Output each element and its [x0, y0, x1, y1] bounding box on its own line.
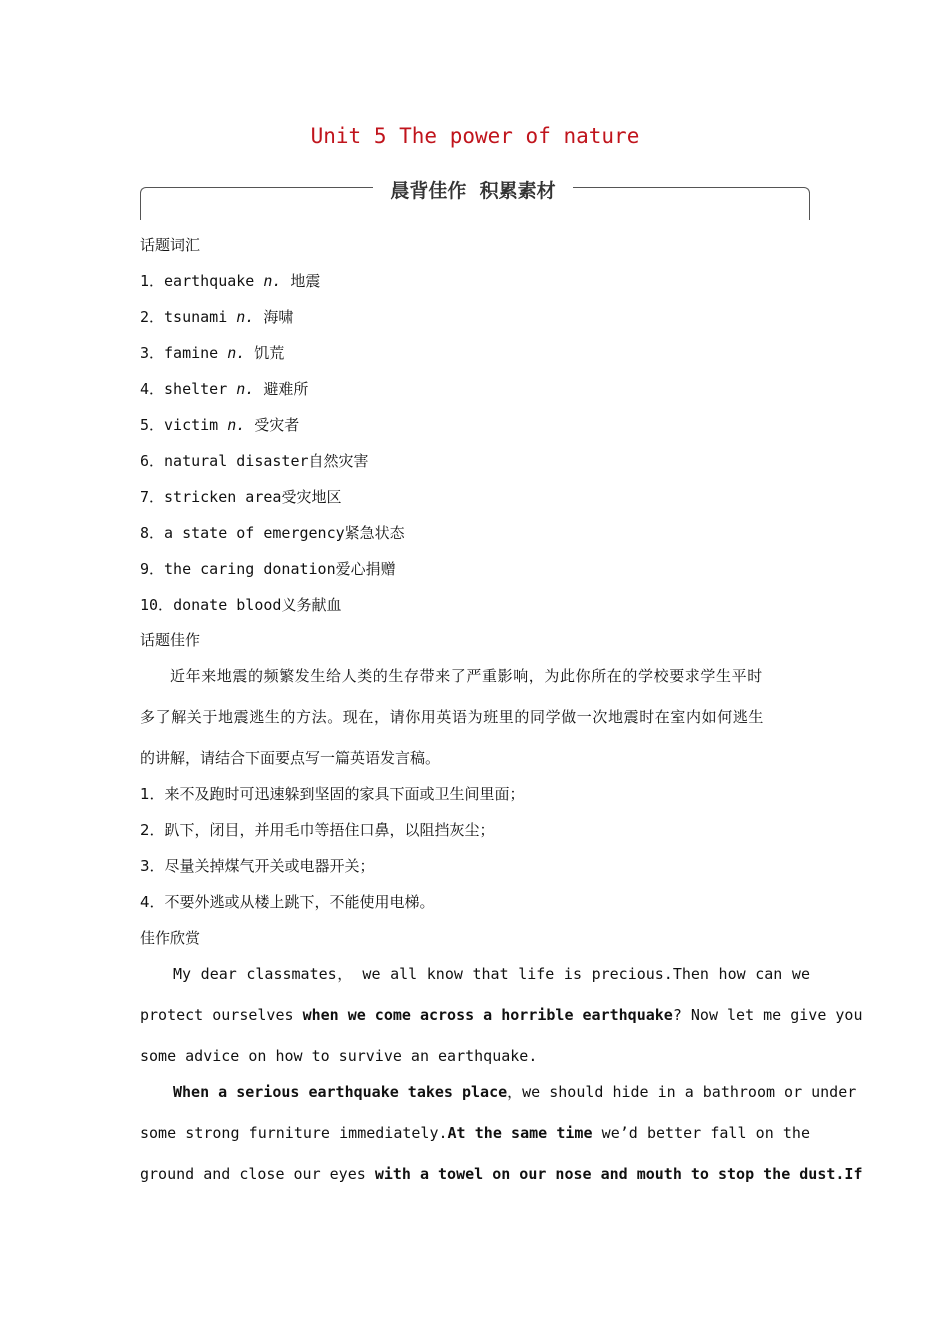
essay-text: protect ourselves: [140, 1006, 303, 1024]
vocab-heading: 话题词汇: [140, 236, 201, 254]
vocab-pos: n.: [263, 272, 282, 290]
point-3: 3．尽量关掉煤气开关或电器开关；: [140, 857, 375, 875]
vocab-item: [140, 523, 405, 543]
vocab-english: shelter: [164, 380, 228, 398]
essay-p1-line-1: My dear classmates， we all know that life is precious.Then how can we: [173, 965, 810, 983]
essay-p2-line-3: [140, 1164, 863, 1184]
vocab-item: [140, 307, 293, 327]
essay-bold-phrase: with a towel on our nose and mouth to stop the dust.If: [374, 1165, 863, 1183]
vocab-english: stricken area: [164, 488, 282, 506]
vocab-item: [140, 451, 369, 471]
writing-heading: 话题佳作: [140, 631, 201, 649]
vocab-item: [140, 415, 299, 435]
point-2: 2．趴下，闭目，并用毛巾等捂住口鼻，以阻挡灰尘；: [140, 821, 495, 839]
vocab-chinese: 自然灾害: [308, 452, 369, 470]
essay-p1-line-2: [140, 1005, 863, 1025]
vocab-english: donate blood: [173, 596, 282, 614]
vocab-number: 9．: [140, 560, 165, 578]
vocab-item: [140, 559, 396, 579]
vocab-english: tsunami: [164, 308, 228, 326]
vocab-number: 6．: [140, 452, 165, 470]
vocab-english: famine: [164, 344, 219, 362]
essay-p2-line-1: [173, 1082, 857, 1102]
vocab-number: 7．: [140, 488, 165, 506]
vocab-pos: n.: [227, 344, 246, 362]
essay-bold-phrase: When a serious earthquake takes place: [173, 1083, 508, 1101]
vocab-chinese: 义务献血: [281, 596, 342, 614]
vocab-pos: n.: [236, 308, 255, 326]
essay-text: some strong furniture immediately.: [140, 1124, 448, 1142]
banner-rule-right: [573, 187, 810, 220]
appreciation-heading: 佳作欣赏: [140, 929, 201, 947]
vocab-item: [140, 487, 341, 507]
vocab-number: 3．: [140, 344, 165, 362]
vocab-item: [140, 595, 341, 615]
vocab-chinese: 紧急状态: [344, 524, 405, 542]
vocab-pos: n.: [227, 416, 246, 434]
essay-text: ? Now let me give you: [672, 1006, 863, 1024]
vocab-english: natural disaster: [164, 452, 309, 470]
vocab-english: victim: [164, 416, 219, 434]
vocab-chinese: 受灾地区: [281, 488, 342, 506]
vocab-chinese: 避难所: [263, 380, 309, 398]
vocab-item: [140, 343, 284, 363]
section-banner: [140, 180, 810, 220]
unit-title: Unit 5 The power of nature: [310, 124, 640, 148]
vocab-number: 8．: [140, 524, 165, 542]
vocab-chinese: 爱心捐赠: [335, 560, 396, 578]
vocab-chinese: 饥荒: [254, 344, 285, 362]
vocab-number: 1．: [140, 272, 165, 290]
point-1: 1．来不及跑时可迅速躲到坚固的家具下面或卫生间里面；: [140, 785, 525, 803]
essay-text: ground and close our eyes: [140, 1165, 375, 1183]
essay-bold-phrase: At the same time: [447, 1124, 593, 1142]
point-4: 4．不要外逃或从楼上跳下，不能使用电梯。: [140, 893, 435, 911]
vocab-item: [140, 379, 308, 399]
banner-rule-left: [140, 187, 373, 220]
vocab-english: earthquake: [164, 272, 255, 290]
vocab-number: 10．: [140, 596, 174, 614]
vocab-number: 4．: [140, 380, 165, 398]
essay-p1-line-3: some advice on how to survive an earthquake.: [140, 1047, 538, 1065]
essay-text: we’d better fall on the: [592, 1124, 810, 1142]
vocab-chinese: 受灾者: [254, 416, 300, 434]
vocab-item: [140, 271, 320, 291]
vocab-pos: n.: [236, 380, 255, 398]
task-line-1: 近年来地震的频繁发生给人类的生存带来了严重影响，为此你所在的学校要求学生平时: [170, 667, 763, 685]
vocab-english: the caring donation: [164, 560, 336, 578]
essay-text: ，we should hide in a bathroom or under: [507, 1083, 857, 1101]
vocab-english: a state of emergency: [164, 524, 345, 542]
vocab-number: 2．: [140, 308, 165, 326]
vocab-chinese: 海啸: [263, 308, 294, 326]
essay-p2-line-2: [140, 1123, 810, 1143]
task-line-3: 的讲解，请结合下面要点写一篇英语发言稿。: [140, 749, 441, 767]
vocab-number: 5．: [140, 416, 165, 434]
essay-bold-phrase: when we come across a horrible earthquake: [302, 1006, 673, 1024]
banner-label: 晨背佳作 积累素材: [390, 180, 556, 202]
vocab-chinese: 地震: [290, 272, 321, 290]
task-line-2: 多了解关于地震逃生的方法。现在，请你用英语为班里的同学做一次地震时在室内如何逃生: [140, 708, 765, 726]
